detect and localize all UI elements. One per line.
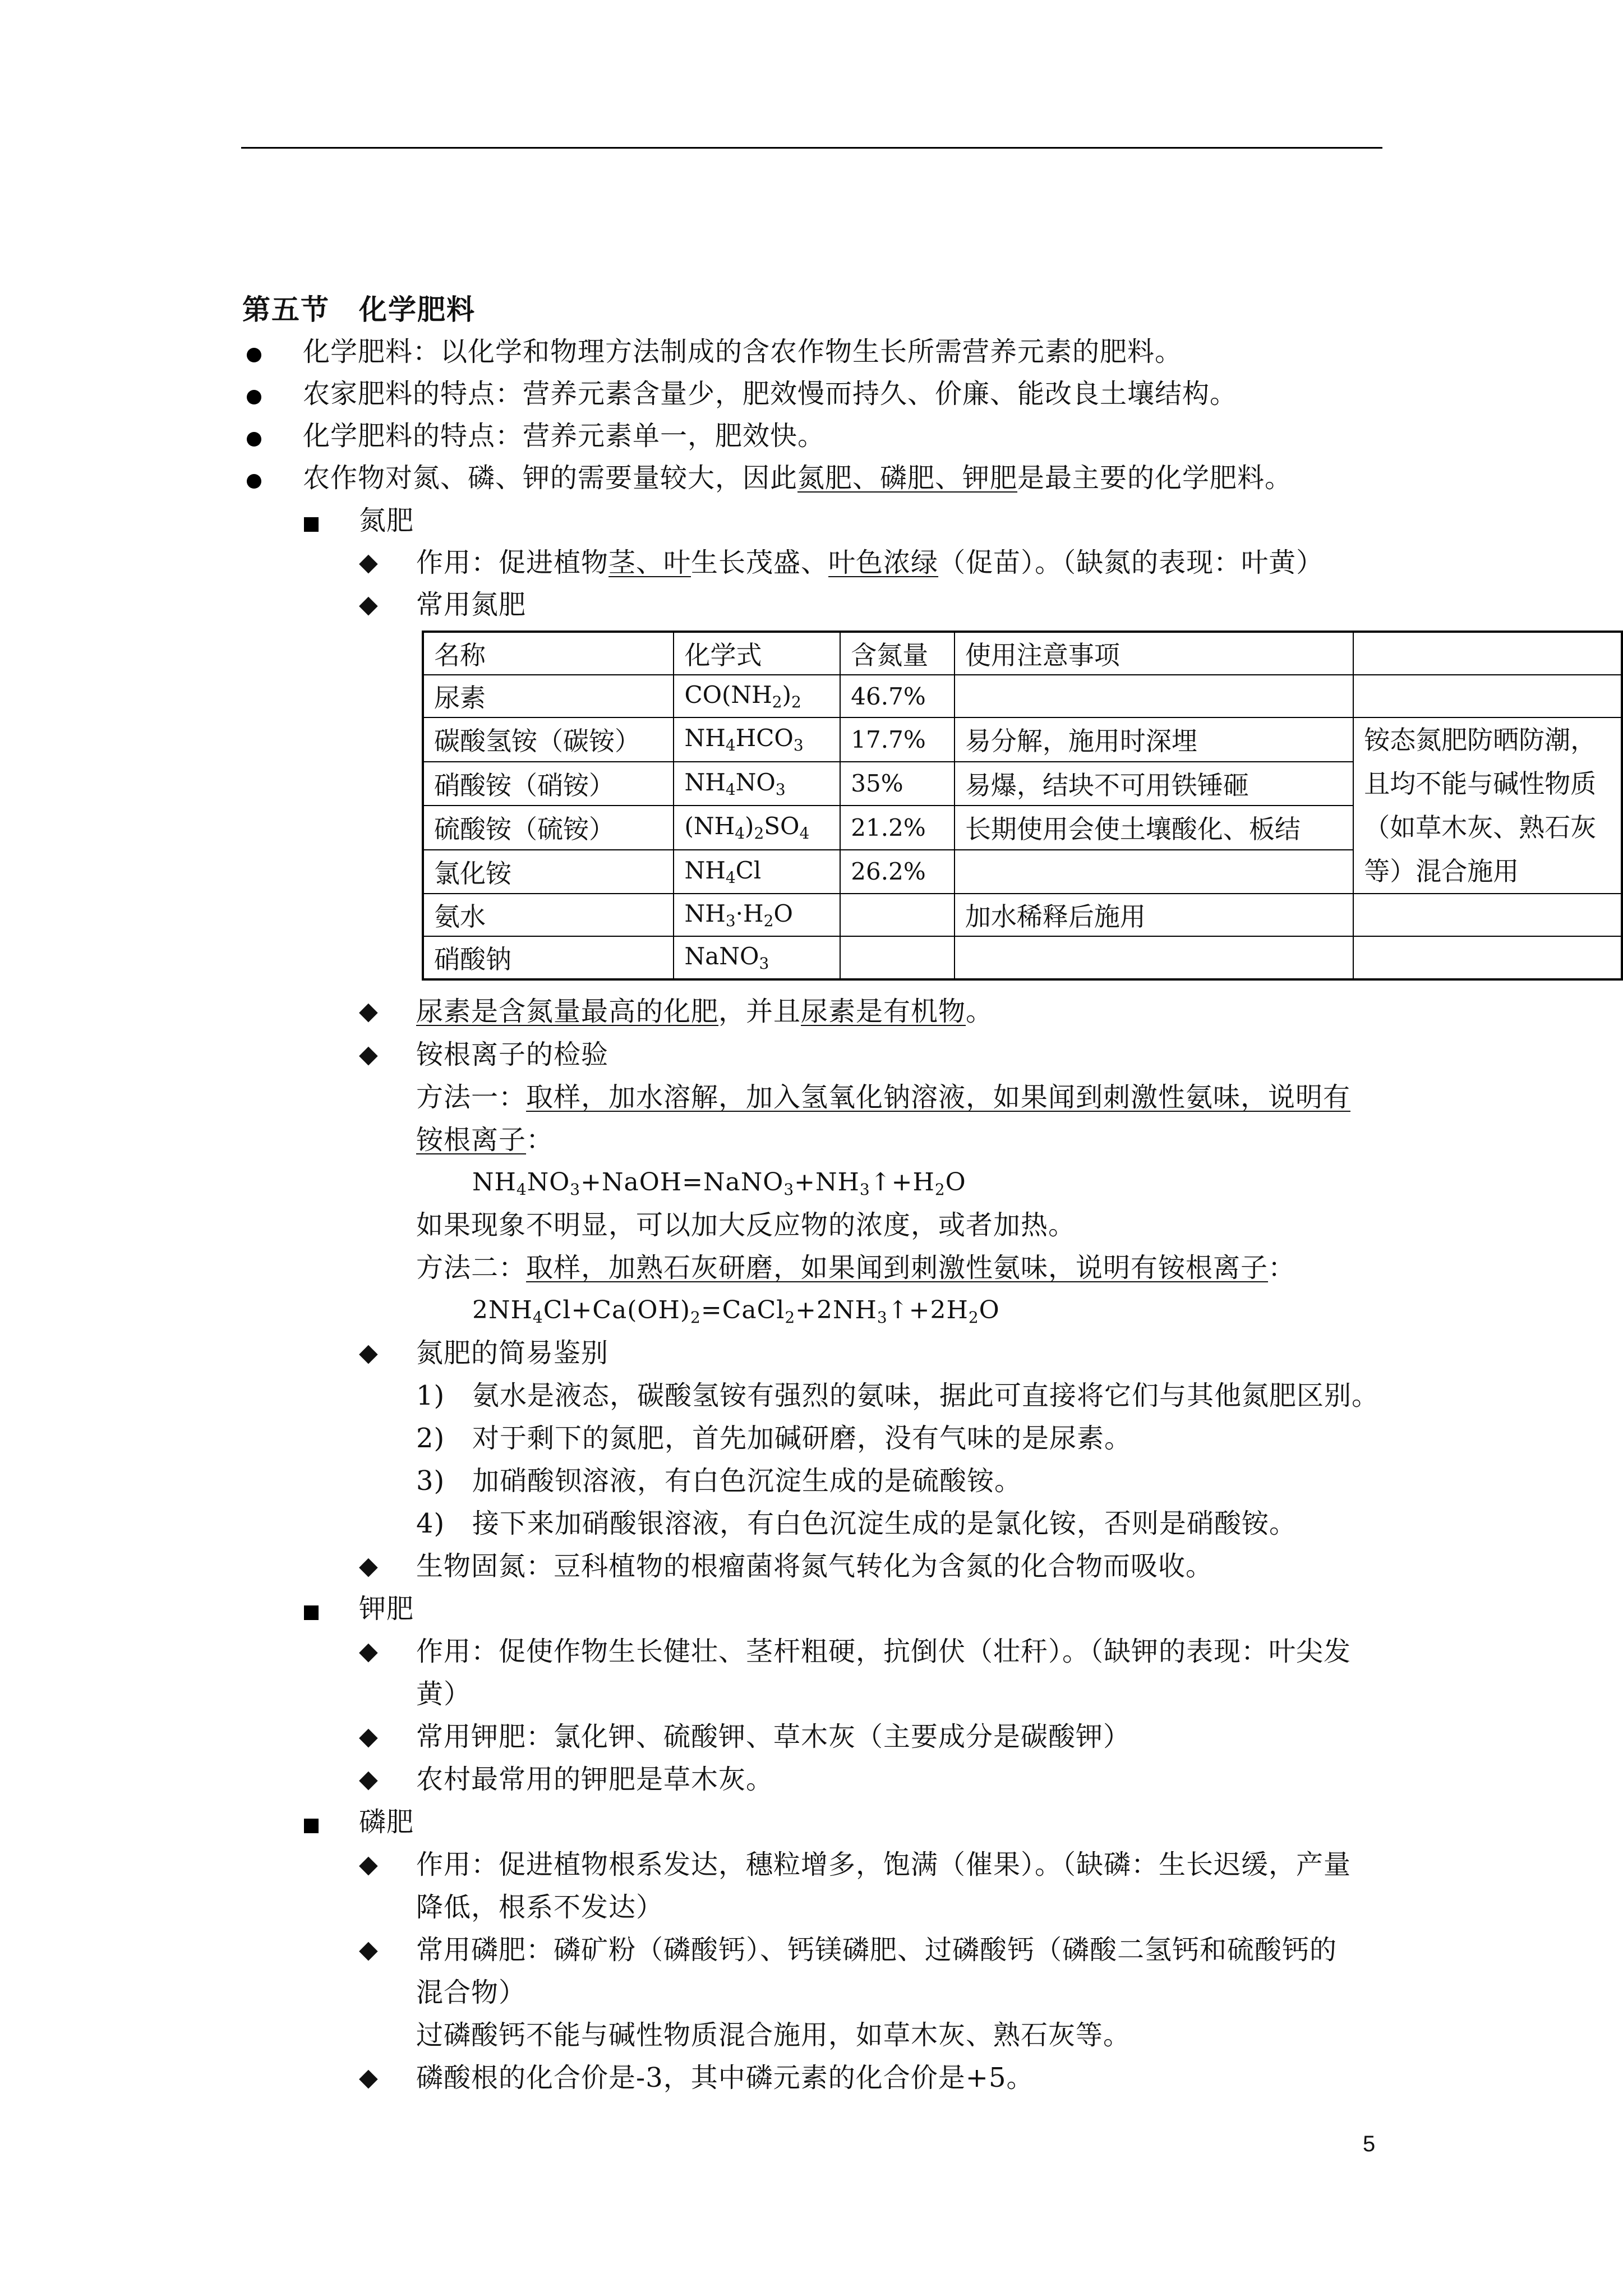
identify-num: 4) <box>416 1508 445 1539</box>
usage-note: 长期使用会使土壤酸化、板结 <box>955 806 1353 850</box>
table-row <box>423 675 1622 717</box>
diamond-bullet-icon: ◆ <box>359 2063 378 2092</box>
diamond-bullet-icon: ◆ <box>359 1935 378 1964</box>
method-two: 方法二：取样，加熟石灰研磨，如果闻到刺激性氨味，说明有铵根离子： <box>416 1252 1296 1283</box>
method-one-cont: 铵根离子： <box>416 1124 554 1156</box>
identify-heading: 氮肥的简易鉴别 <box>416 1337 609 1369</box>
identify-item: 接下来加硝酸银溶液，有白色沉淀生成的是氯化铵，否则是硝酸铵。 <box>472 1508 1297 1539</box>
bullet-text: 化学肥料：以化学和物理方法制成的含农作物生长所需营养元素的肥料。 <box>303 336 1183 367</box>
potassium-heading: 钾肥 <box>359 1593 414 1625</box>
bullet-square-icon <box>304 517 319 532</box>
bullet-dot-icon <box>247 348 261 362</box>
usage-note <box>955 936 1353 979</box>
nitrogen-content <box>840 936 955 979</box>
nitrogen-content: 21.2% <box>840 806 955 850</box>
table-row <box>423 717 1622 762</box>
diamond-bullet-icon: ◆ <box>359 1637 378 1665</box>
phosphorus-warning: 过磷酸钙不能与碱性物质混合施用，如草木灰、熟石灰等。 <box>416 2019 1131 2051</box>
phosphate-valence: 磷酸根的化合价是-3，其中磷元素的化合价是+5。 <box>416 2062 1034 2093</box>
page-number: 5 <box>1363 2132 1376 2156</box>
section-title: 第五节 化学肥料 <box>242 293 476 326</box>
phosphorus-effect-cont: 降低，根系不发达） <box>416 1892 664 1923</box>
identify-item: 加硝酸钡溶液，有白色沉淀生成的是硫酸铵。 <box>472 1465 1022 1497</box>
bullet-dot-icon <box>247 390 261 404</box>
phosphorus-effect: 作用：促进植物根系发达，穗粒增多，饱满（催果）。（缺磷：生长迟缓，产量 <box>416 1849 1352 1880</box>
table-header-cell <box>1353 632 1622 675</box>
diamond-bullet-icon: ◆ <box>359 548 378 577</box>
nitrogen-content: 35% <box>840 762 955 806</box>
fertilizer-name: 氯化铵 <box>423 850 674 894</box>
phosphorus-heading: 磷肥 <box>359 1806 414 1838</box>
table-header-cell: 化学式 <box>674 632 840 675</box>
potassium-rural: 农村最常用的钾肥是草木灰。 <box>416 1764 774 1795</box>
nitrogen-content: 26.2% <box>840 850 955 894</box>
bullet-text: 农作物对氮、磷、钾的需要量较大，因此氮肥、磷肥、钾肥是最主要的化学肥料。 <box>303 462 1293 494</box>
diamond-bullet-icon: ◆ <box>359 1040 378 1069</box>
fertilizer-name: 硝酸铵（硝铵） <box>423 762 674 806</box>
diamond-bullet-icon: ◆ <box>359 997 378 1025</box>
method-note: 如果现象不明显，可以加大反应物的浓度，或者加热。 <box>416 1209 1076 1241</box>
diamond-bullet-icon: ◆ <box>359 1552 378 1580</box>
diamond-bullet-icon: ◆ <box>359 1850 378 1879</box>
nitrogen-heading: 氮肥 <box>359 505 414 536</box>
potassium-effect: 作用：促使作物生长健壮、茎杆粗硬，抗倒伏（壮秆）。（缺钾的表现：叶尖发 <box>416 1636 1352 1667</box>
chemical-formula: $NH_4HCO_3$ <box>674 717 840 762</box>
usage-note: 易爆，结块不可用铁锤砸 <box>955 762 1353 806</box>
identify-num: 3) <box>416 1465 445 1497</box>
fertilizer-name: 氨水 <box>423 894 674 936</box>
method-one: 方法一：取样，加水溶解，加入氢氧化钠溶液，如果闻到刺激性氨味，说明有 <box>416 1082 1351 1113</box>
usage-note <box>955 675 1353 717</box>
chemical-formula: $NH_3\cdot H_2O$ <box>674 894 840 936</box>
fertilizer-name: 尿素 <box>423 675 674 717</box>
potassium-common: 常用钾肥：氯化钾、硫酸钾、草木灰（主要成分是碳酸钾） <box>416 1721 1131 1752</box>
nitrogen-fertilizer-table <box>422 631 1623 981</box>
fertilizer-name: 硝酸钠 <box>423 936 674 979</box>
diamond-bullet-icon: ◆ <box>359 1338 378 1367</box>
chemical-formula: NaNO$_3$ <box>674 936 840 979</box>
nitrogen-effect: 作用：促进植物茎、叶生长茂盛、叶色浓绿（促苗）。（缺氮的表现：叶黄） <box>416 547 1324 578</box>
equation-one: $NH_4NO_3+NaOH=NaNO_3+NH_3↑+H_2O$ <box>472 1168 966 1199</box>
nitrogen-content: 17.7% <box>840 717 955 762</box>
identify-num: 2) <box>416 1423 445 1454</box>
empty-cell <box>1353 675 1622 717</box>
header-rule <box>241 147 1382 149</box>
table-header-cell: 使用注意事项 <box>955 632 1353 675</box>
table-header-cell: 名称 <box>423 632 674 675</box>
chemical-formula: $NH_4NO_3$ <box>674 762 840 806</box>
common-nitrogen-heading: 常用氮肥 <box>416 589 527 620</box>
bullet-square-icon <box>304 1819 319 1833</box>
chemical-formula: $(NH_4)_2SO_4$ <box>674 806 840 850</box>
ammonium-test-heading: 铵根离子的检验 <box>416 1039 609 1070</box>
empty-cell <box>1353 894 1622 936</box>
phosphorus-common: 常用磷肥：磷矿粉（磷酸钙）、钙镁磷肥、过磷酸钙（磷酸二氢钙和硫酸钙的 <box>416 1934 1338 1966</box>
bullet-dot-icon <box>247 432 261 447</box>
table-header-row <box>423 632 1622 675</box>
table-header-cell: 含氮量 <box>840 632 955 675</box>
potassium-effect-cont: 黄） <box>416 1678 472 1710</box>
identify-item: 对于剩下的氮肥，首先加碱研磨，没有气味的是尿素。 <box>472 1423 1132 1454</box>
usage-note <box>955 850 1353 894</box>
equation-two: $2NH_4Cl+Ca(OH)_2=CaCl_2+2NH_3↑+2H_2O$ <box>472 1296 1000 1327</box>
diamond-bullet-icon: ◆ <box>359 1722 378 1751</box>
bullet-square-icon <box>304 1605 319 1620</box>
diamond-bullet-icon: ◆ <box>359 590 378 619</box>
usage-note: 加水稀释后施用 <box>955 894 1353 936</box>
nitrogen-content <box>840 894 955 936</box>
chemical-formula: $CO(NH_2)_2$ <box>674 675 840 717</box>
identify-item: 氨水是液态，碳酸氢铵有强烈的氨味，据此可直接将它们与其他氮肥区别。 <box>472 1380 1380 1411</box>
empty-cell <box>1353 936 1622 979</box>
urea-note: 尿素是含氮量最高的化肥，并且尿素是有机物。 <box>416 996 994 1027</box>
fertilizer-name: 硫酸铵（硫铵） <box>423 806 674 850</box>
fixation-text: 生物固氮：豆科植物的根瘤菌将氮气转化为含氮的化合物而吸收。 <box>416 1550 1214 1582</box>
bullet-dot-icon <box>247 474 261 489</box>
bullet-text: 化学肥料的特点：营养元素单一，肥效快。 <box>303 420 826 452</box>
diamond-bullet-icon: ◆ <box>359 1765 378 1793</box>
table-row <box>423 936 1622 979</box>
phosphorus-common-cont: 混合物） <box>416 1977 527 2008</box>
bullet-text: 农家肥料的特点：营养元素含量少，肥效慢而持久、价廉、能改良土壤结构。 <box>303 378 1238 409</box>
nitrogen-content: 46.7% <box>840 675 955 717</box>
usage-note: 易分解，施用时深埋 <box>955 717 1353 762</box>
chemical-formula: $NH_4Cl$ <box>674 850 840 894</box>
identify-num: 1) <box>416 1380 445 1411</box>
fertilizer-name: 碳酸氢铵（碳铵） <box>423 717 674 762</box>
table-row <box>423 894 1622 936</box>
ammonium-note: 铵态氮肥防晒防潮，且均不能与碱性物质（如草木灰、熟石灰等）混合施用 <box>1353 717 1622 894</box>
